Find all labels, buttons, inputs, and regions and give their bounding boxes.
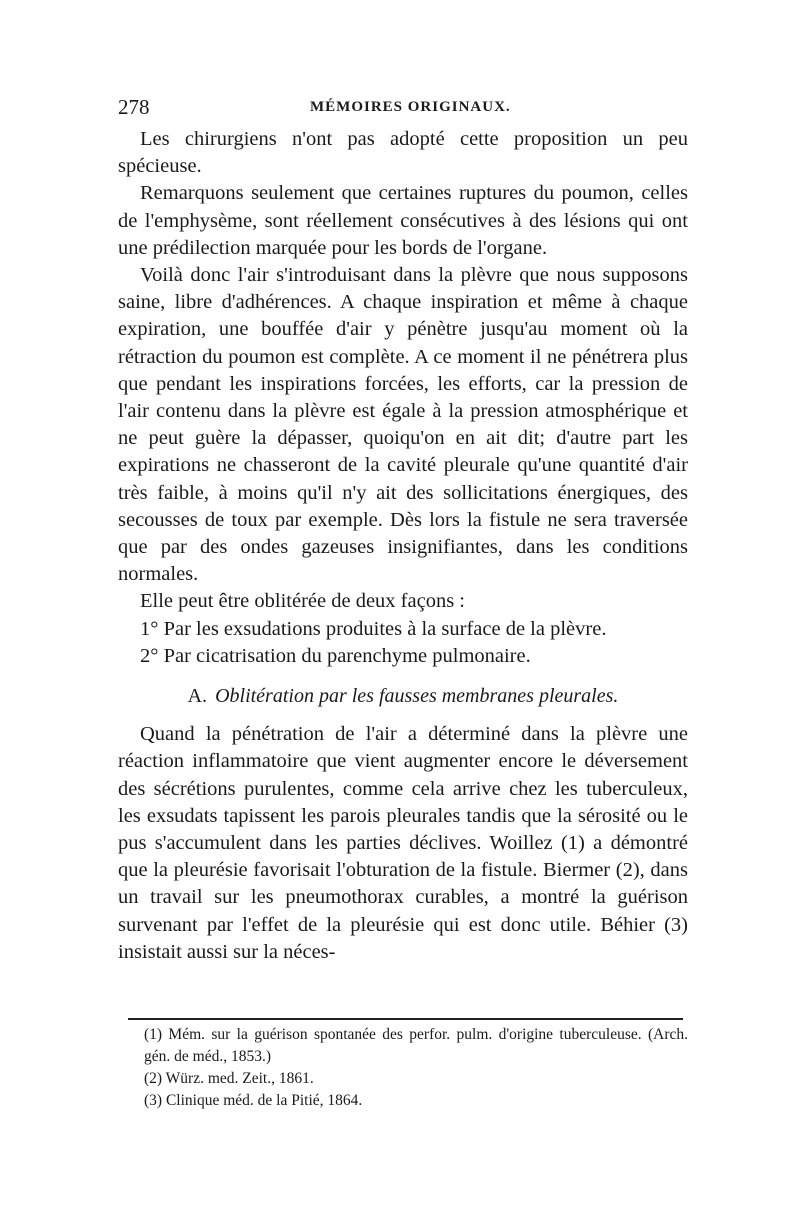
paragraph: Remarquons seulement que certaines ruptures du poumon, celles de l'emphysème, sont réellement consécutives à des lésions qui ont une prédilection marquée pour les bords de l'organe. — [118, 182, 688, 259]
footnote: (2) Würz. med. Zeit., 1861. — [144, 1070, 314, 1087]
page-number: 278 — [118, 95, 150, 119]
footnote: (3) Clinique méd. de la Pitié, 1864. — [144, 1092, 363, 1109]
running-head: MÉMOIRES ORIGINAUX. — [310, 99, 511, 115]
list-item: 1° Par les exsudations produites à la surface de la plèvre. — [140, 617, 607, 640]
section-letter: A. — [187, 685, 208, 708]
paragraph: Voilà donc l'air s'introduisant dans la plèvre que nous supposons saine, libre d'adhérences. A chaque inspiration et même à chaque expiration, une bouffée d'air y pénètre jusqu'au moment où la rétraction du poumon est complète. A ce moment il ne pénétrera plus que pendant les inspirations forcées, les efforts, car la pression de l'air contenu dans la plèvre est égale à la pression atmosphérique et ne peut guère la dépasser, quoiqu'on en ait dit; d'autre part les expirations ne chasseront de la cavité pleurale qu'une quantité d'air très faible, à moins qu'il n'y ait des sollicitations énergiques, des secousses de toux par exemple. Dès lors la fistule ne sera traversée que par des ondes gazeuses insignifiantes, dans les conditions normales. — [118, 264, 688, 586]
paragraph: Les chirurgiens n'ont pas adopté cette proposition un peu spécieuse. — [118, 128, 688, 178]
paragraph: Quand la pénétration de l'air a déterminé dans la plèvre une réaction inflammatoire que vient augmenter encore le déversement des sécrétions purulentes, comme cela arrive chez les tuberculeux, les exsudats tapissent les parois pleurales tandis que la sérosité ou le pus s'accumulent dans les parties déclives. Woillez (1) a démontré que la pleurésie favorisait l'obturation de la fistule. Biermer (2), dans un travail sur les pneumothorax curables, a montré la guérison survenant par l'effet de la pleurésie qui est donc utile. Béhier (3) insistait aussi sur la néces- — [118, 723, 688, 963]
paragraph: Elle peut être oblitérée de deux façons : — [140, 590, 466, 613]
page-header — [118, 95, 688, 123]
footnote: (1) Mém. sur la guérison spontanée des perfor. pulm. d'origine tuberculeuse. (Arch. gén. de méd., 1853.) — [144, 1026, 688, 1065]
list-item: 2° Par cicatrisation du parenchyme pulmonaire. — [140, 644, 531, 667]
footnote-rule — [128, 1018, 683, 1020]
section-heading — [118, 683, 688, 710]
section-title: Oblitération par les fausses membranes pleurales. — [215, 685, 619, 708]
body-text — [118, 126, 688, 966]
footnotes — [118, 1024, 688, 1112]
